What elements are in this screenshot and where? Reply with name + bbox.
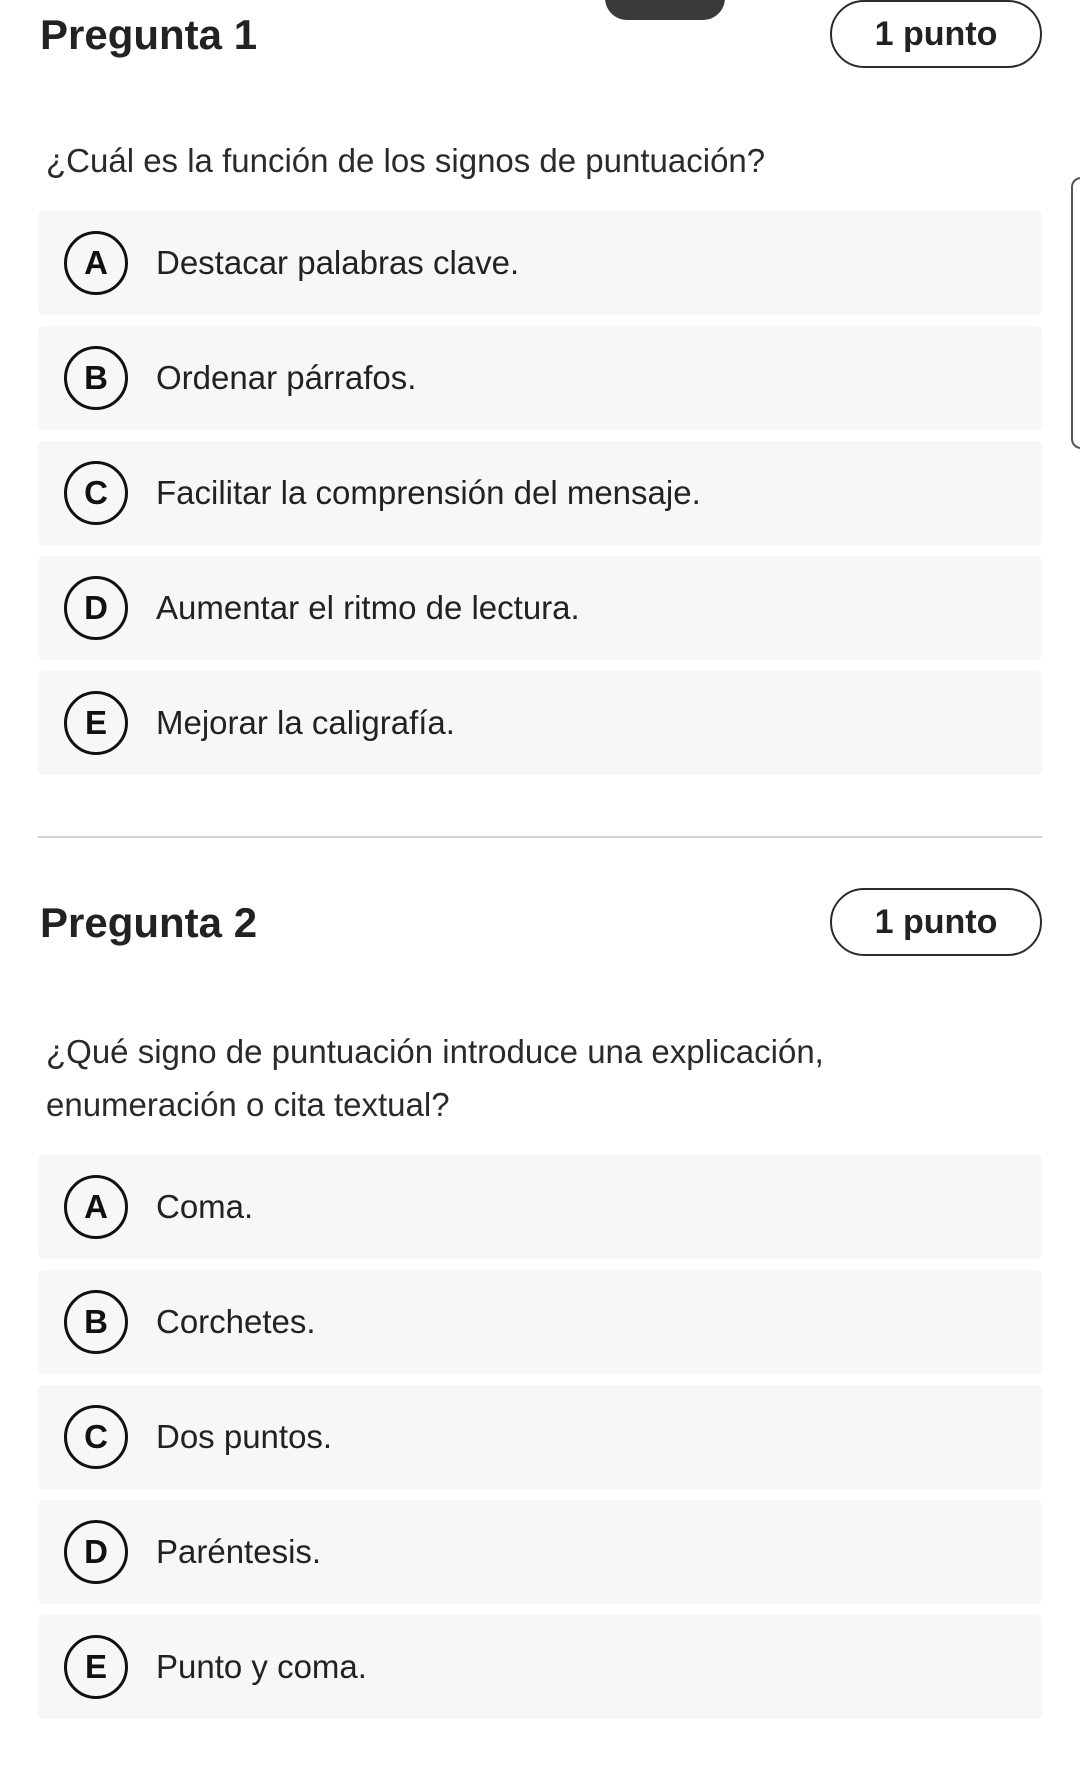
option-letter-circle: A [64, 231, 128, 295]
option-letter-circle: E [64, 691, 128, 755]
option-letter-circle: D [64, 1520, 128, 1584]
option-letter-circle: E [64, 1635, 128, 1699]
question-2-points-badge: 1 punto [830, 888, 1042, 956]
option-letter-circle: A [64, 1175, 128, 1239]
option-letter-circle: B [64, 1290, 128, 1354]
question-2-option-d[interactable] [38, 1500, 1042, 1604]
question-2-text-line: ¿Qué signo de puntuación introduce una explicación, [46, 1033, 824, 1070]
question-2-option-b[interactable] [38, 1270, 1042, 1374]
question-1-option-c[interactable] [38, 441, 1042, 545]
option-text: Dos puntos. [156, 1418, 333, 1455]
question-1-title: Pregunta 1 [40, 11, 258, 58]
option-text: Coma. [156, 1188, 254, 1225]
question-1-header [38, 0, 1042, 70]
option-text: Punto y coma. [156, 1648, 367, 1685]
option-text: Paréntesis. [156, 1533, 322, 1570]
question-2-option-a[interactable] [38, 1155, 1042, 1259]
scrollbar-edge[interactable] [1071, 177, 1080, 449]
question-1-option-b[interactable] [38, 326, 1042, 430]
question-2-text [46, 1025, 1026, 1131]
option-text: Corchetes. [156, 1303, 316, 1340]
option-text: Ordenar párrafos. [156, 359, 417, 396]
question-1-option-e[interactable] [38, 671, 1042, 775]
question-2-title: Pregunta 2 [40, 899, 258, 946]
question-2-option-e[interactable] [38, 1615, 1042, 1719]
option-letter-circle: C [64, 461, 128, 525]
question-1-points-badge: 1 punto [830, 0, 1042, 68]
question-1-option-d[interactable] [38, 556, 1042, 660]
question-divider [38, 836, 1042, 838]
option-text: Mejorar la caligrafía. [156, 704, 455, 741]
question-2-text-line: enumeración o cita textual? [46, 1086, 450, 1123]
option-letter-circle: B [64, 346, 128, 410]
option-text: Facilitar la comprensión del mensaje. [156, 474, 701, 511]
option-letter-circle: D [64, 576, 128, 640]
option-text: Aumentar el ritmo de lectura. [156, 589, 580, 626]
option-text: Destacar palabras clave. [156, 244, 520, 281]
question-2-header [38, 888, 1042, 958]
question-1-option-a[interactable] [38, 211, 1042, 315]
question-1-text: ¿Cuál es la función de los signos de puntuación? [46, 142, 766, 179]
question-2-option-c[interactable] [38, 1385, 1042, 1489]
option-letter-circle: C [64, 1405, 128, 1469]
